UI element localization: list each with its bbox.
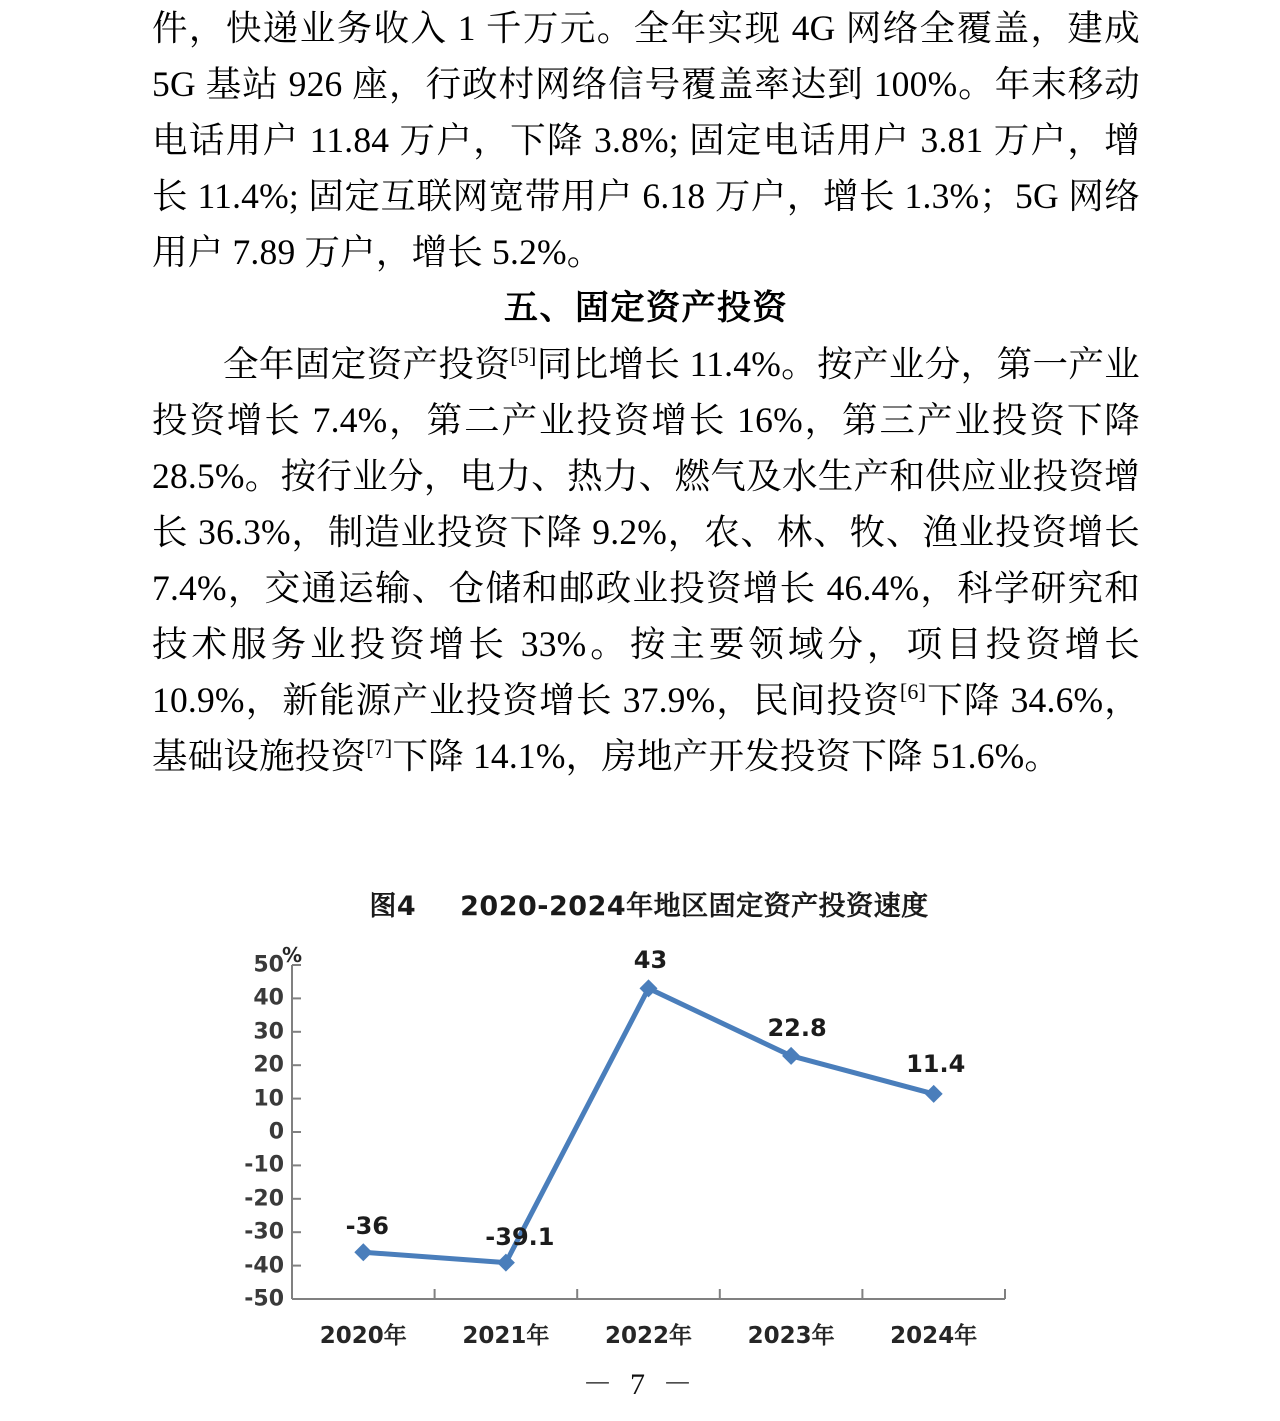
figure-caption-text: 2020-2024年地区固定资产投资速度 (460, 891, 929, 922)
page-number: － 7 － (582, 1368, 698, 1401)
y-tick-label: 20 (253, 1052, 284, 1078)
x-tick-label: 2023年 (747, 1323, 835, 1349)
y-tick-label: 40 (253, 985, 284, 1011)
figure-number: 图4 (369, 891, 417, 922)
paragraph-fixed-asset-investment (152, 336, 1140, 784)
chart-canvas (230, 929, 1030, 1369)
investment-text-part1: 全年固定资产投资 (223, 344, 511, 384)
chart-series (354, 979, 942, 1271)
x-tick-label: 2021年 (462, 1323, 550, 1349)
y-tick-label: -30 (244, 1219, 284, 1245)
data-point-label: 22.8 (767, 1013, 827, 1042)
figure-caption (0, 884, 1280, 923)
y-tick-label: 10 (253, 1086, 284, 1112)
text-column (152, 0, 1140, 784)
footnote-marker-7: [7] (366, 735, 393, 761)
chart-axes (292, 965, 1005, 1299)
y-axis-unit-label: % (282, 943, 303, 967)
y-tick-label: 30 (253, 1019, 284, 1045)
figure-4 (0, 884, 1280, 1369)
data-point-label: 11.4 (906, 1049, 966, 1078)
investment-text-part4: 下降 14.1%，房地产开发投资下降 51.6%。 (392, 736, 1061, 776)
x-tick-label: 2024年 (890, 1323, 978, 1349)
section-heading-fixed-asset-investment: 五、固定资产投资 (504, 288, 788, 328)
data-point-label: 43 (633, 946, 668, 975)
data-point-label: -39.1 (485, 1222, 555, 1251)
y-tick-label: -50 (244, 1286, 284, 1312)
x-tick-label: 2022年 (604, 1323, 693, 1349)
data-point-label: -36 (345, 1212, 389, 1241)
x-tick-label: 2020年 (319, 1323, 407, 1349)
investment-text-part3: 下降 34.6%，基础设施投资 (152, 680, 1140, 776)
y-tick-label: 50 (253, 952, 284, 978)
y-tick-label: -20 (244, 1186, 284, 1212)
y-tick-label: -40 (244, 1253, 284, 1279)
y-tick-label: -10 (244, 1152, 284, 1178)
footnote-marker-6: [6] (899, 679, 927, 705)
paragraph-communications: 件，快递业务收入 1 千万元。全年实现 4G 网络全覆盖，建成 5G 基站 926 座，行政村网络信号覆盖率达到 100%。年末移动电话用户 11.84 万户，下降 3.8%; 固定电话用户 3.81 万户，增长 11.4%; 固定互联网宽带用户 6.18 万户，增长 1.3%；5G 网络用户 7.89 万户，增长 5.2%。 (152, 8, 1140, 272)
footnote-marker-5: [5] (510, 343, 537, 369)
investment-text-part2: 同比增长 11.4%。按产业分，第一产业投资增长 7.4%，第二产业投资增长 16%，第三产业投资下降 28.5%。按行业分，电力、热力、燃气及水生产和供应业投资增长 36.3%，制造业投资下降 9.2%，农、林、牧、渔业投资增长 7.4%，交通运输、仓储和邮政业投资增长 46.4%，科学研究和技术服务业投资增长 33%。按主要领域分，项目投资增长 10.9%，新能源产业投资增长 37.9%，民间投资 (152, 344, 1140, 720)
y-tick-label: 0 (268, 1119, 284, 1145)
line-chart (230, 929, 1030, 1369)
